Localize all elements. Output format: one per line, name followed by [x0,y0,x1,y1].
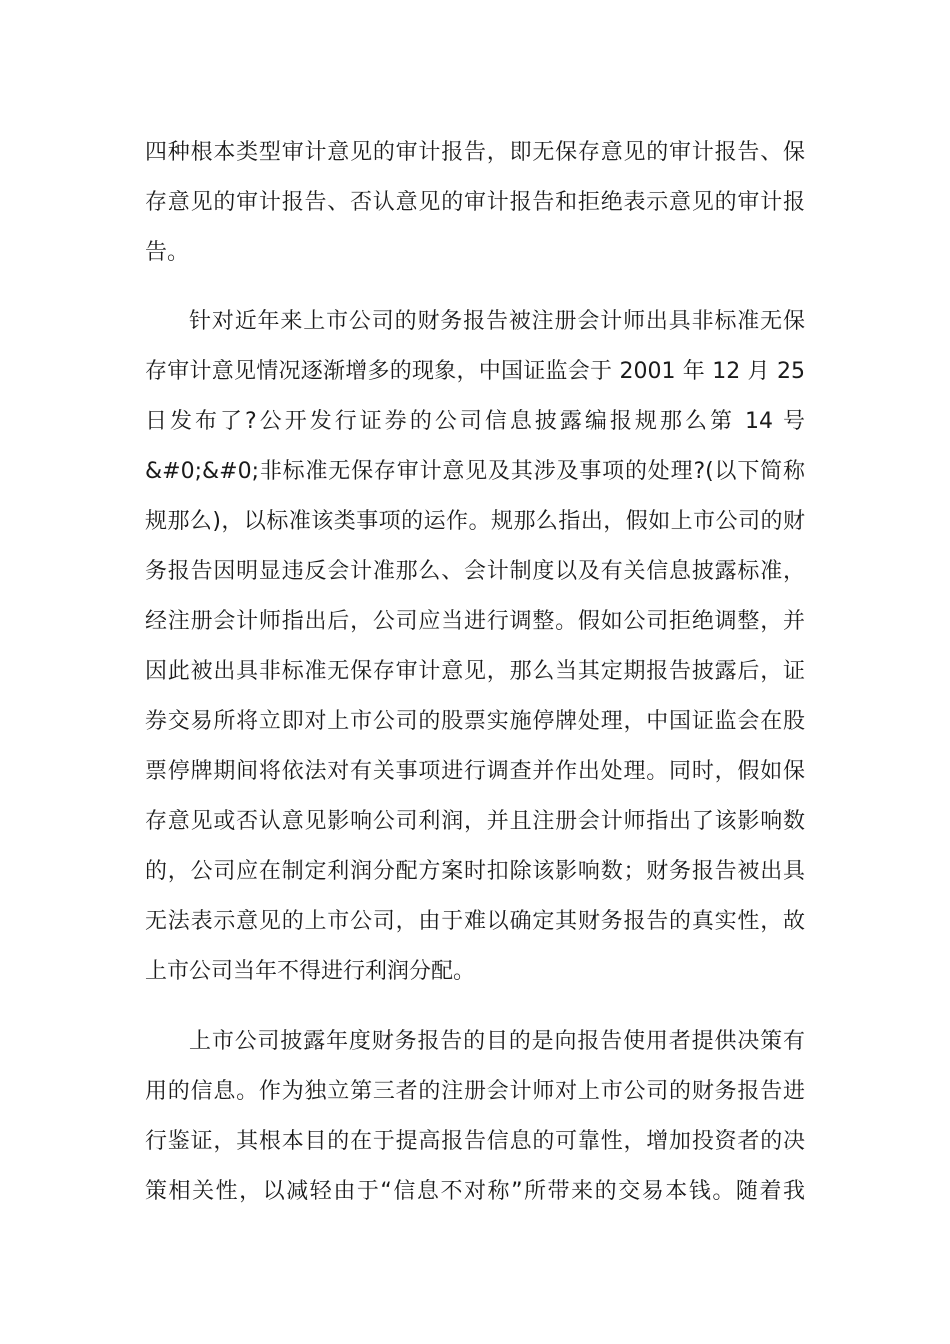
paragraph-2-line-5: 规那么)，以标准该类事项的运作。规那么指出，假如上市公司的财 [145,509,805,534]
paragraph-2-line-11: 存意见或否认意见影响公司利润，并且注册会计师指出了该影响数 [145,809,805,834]
paragraph-2-line-3: 日发布了?公开发行证券的公司信息披露编报规那么第 14 号 [145,409,805,434]
paragraph-2-line-6: 务报告因明显违反会计准那么、会计制度以及有关信息披露标准， [145,559,805,584]
paragraph-1-line-1: 四种根本类型审计意见的审计报告，即无保存意见的审计报告、保 [145,140,805,165]
paragraph-2-line-4: &#0;&#0;非标准无保存审计意见及其涉及事项的处理?(以下简称 [145,459,805,484]
paragraph-3-line-3: 行鉴证，其根本目的在于提高报告信息的可靠性，增加投资者的决 [145,1129,805,1154]
paragraph-2-line-13: 无法表示意见的上市公司，由于难以确定其财务报告的真实性，故 [145,909,805,934]
paragraph-2-line-1: 针对近年来上市公司的财务报告被注册会计师出具非标准无保 [189,309,805,334]
paragraph-1-line-3: 告。 [145,240,190,265]
paragraph-3-line-2: 用的信息。作为独立第三者的注册会计师对上市公司的财务报告进 [145,1079,805,1104]
paragraph-2-line-14: 上市公司当年不得进行利润分配。 [145,959,476,984]
paragraph-3-line-4: 策相关性，以减轻由于“信息不对称”所带来的交易本钱。随着我 [145,1179,805,1204]
paragraph-3-line-1: 上市公司披露年度财务报告的目的是向报告使用者提供决策有 [189,1029,805,1054]
paragraph-1-line-2: 存意见的审计报告、否认意见的审计报告和拒绝表示意见的审计报 [145,190,805,215]
paragraph-2-line-10: 票停牌期间将依法对有关事项进行调查并作出处理。同时，假如保 [145,759,805,784]
paragraph-2-line-2: 存审计意见情况逐渐增多的现象，中国证监会于 2001 年 12 月 25 [145,359,805,384]
paragraph-2-line-8: 因此被出具非标准无保存审计意见，那么当其定期报告披露后，证 [145,659,805,684]
paragraph-2-line-9: 券交易所将立即对上市公司的股票实施停牌处理，中国证监会在股 [145,709,805,734]
paragraph-2-line-12: 的，公司应在制定利润分配方案时扣除该影响数；财务报告被出具 [145,859,805,884]
paragraph-2-line-7: 经注册会计师指出后，公司应当进行调整。假如公司拒绝调整，并 [145,609,805,634]
